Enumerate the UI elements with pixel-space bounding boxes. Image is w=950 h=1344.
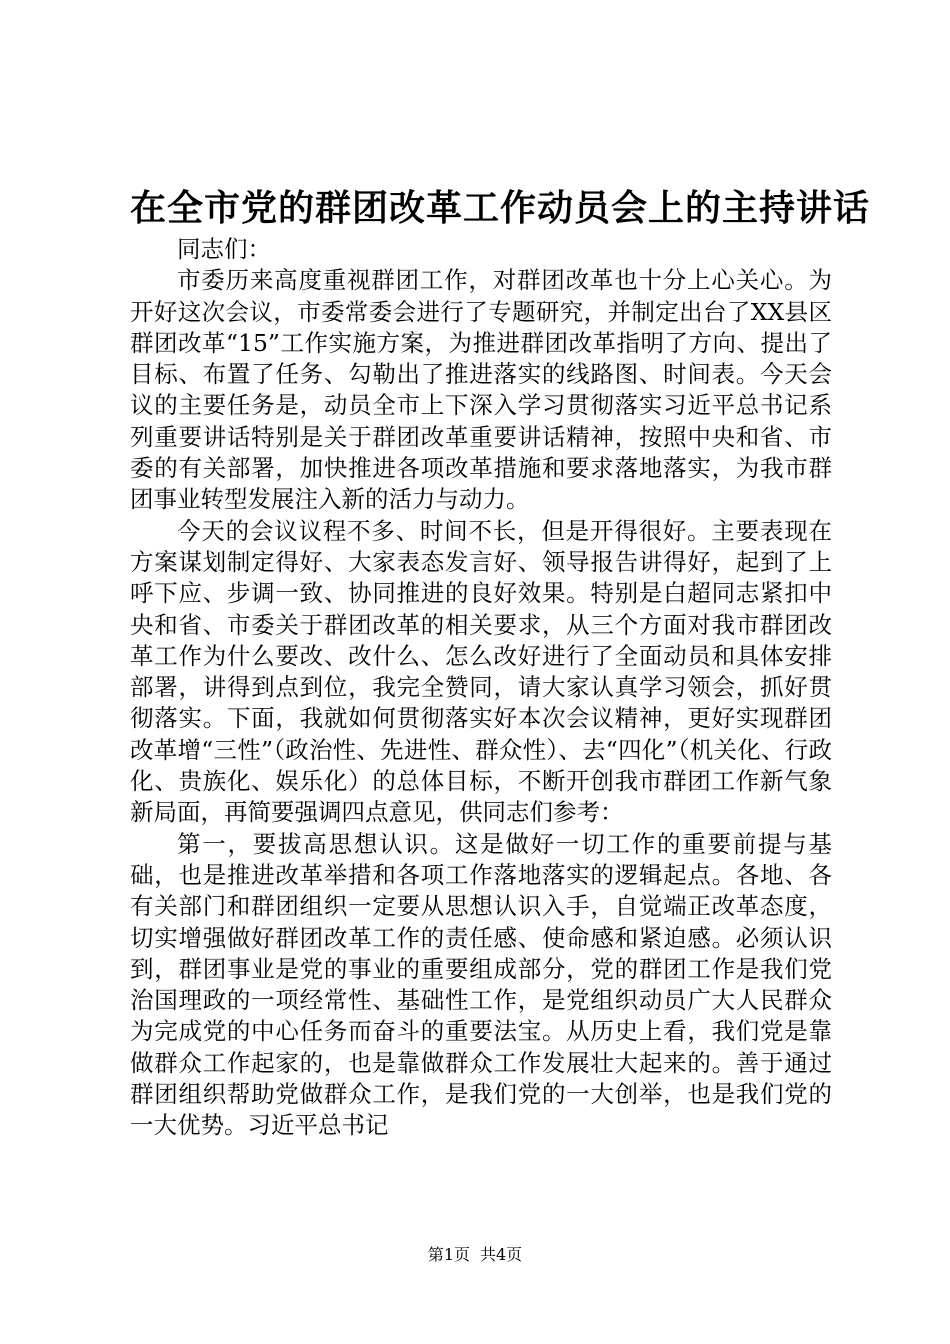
document-title: 在全市党的群团改革工作动员会上的主持讲话 [130, 187, 871, 229]
page-number-current: 第1页 [427, 1245, 470, 1264]
paragraph-2: 今天的会议议程不多、时间不长，但是开得很好。主要表现在方案谋划制定得好、大家表态发言好、领导报告讲得好，起到了上呼下应、步调一致、协同推进的良好效果。特别是白超同志紧扣中央和省、市委关于群团改革的相关要求，从三个方面对我市群团改革工作为什么要改、改什么、怎么改好进行了全面动员和具体安排部署，讲得到点到位，我完全赞同，请大家认真学习领会，抓好贯彻落实。下面，我就如何贯彻落实好本次会议精神，更好实现群团改革增“三性”（政治性、先进性、群众性）、去“四化”（机关化、行政化、贵族化、娱乐化）的总体目标，不断开创我市群团工作新气象新局面，再简要强调四点意见，供同志们参考： [130, 516, 832, 827]
paragraph-3: 第一，要拔高思想认识。这是做好一切工作的重要前提与基础，也是推进改革举措和各项工作落地落实的逻辑起点。各地、各有关部门和群团组织一定要从思想认识入手，自觉端正改革态度，切实增强做好群团改革工作的责任感、使命感和紧迫感。必须认识到，群团事业是党的事业的重要组成部分，党的群团工作是我们党治国理政的一项经常性、基础性工作，是党组织动员广大人民群众为完成党的中心任务而奋斗的重要法宝。从历史上看，我们党是靠做群众工作起家的，也是靠做群众工作发展壮大起来的。善于通过群团组织帮助党做群众工作，是我们党的一大创举，也是我们党的一大优势。习近平总书记 [130, 829, 832, 1140]
document-body [130, 234, 832, 1142]
greeting-line: 同志们： [177, 235, 271, 263]
page-footer [0, 1244, 950, 1266]
paragraph-1: 市委历来高度重视群团工作，对群团改革也十分上心关心。为开好这次会议，市委常委会进行了专题研究，并制定出台了XX县区群团改革“15”工作实施方案，为推进群团改革指明了方向、提出了目标、布置了任务、勾勒出了推进落实的线路图、时间表。今天会议的主要任务是，动员全市上下深入学习贯彻落实习近平总书记系列重要讲话特别是关于群团改革重要讲话精神，按照中央和省、市委的有关部署，加快推进各项改革措施和要求落地落实，为我市群团事业转型发展注入新的活力与动力。 [130, 266, 832, 514]
page-number-total: 共4页 [480, 1245, 523, 1264]
